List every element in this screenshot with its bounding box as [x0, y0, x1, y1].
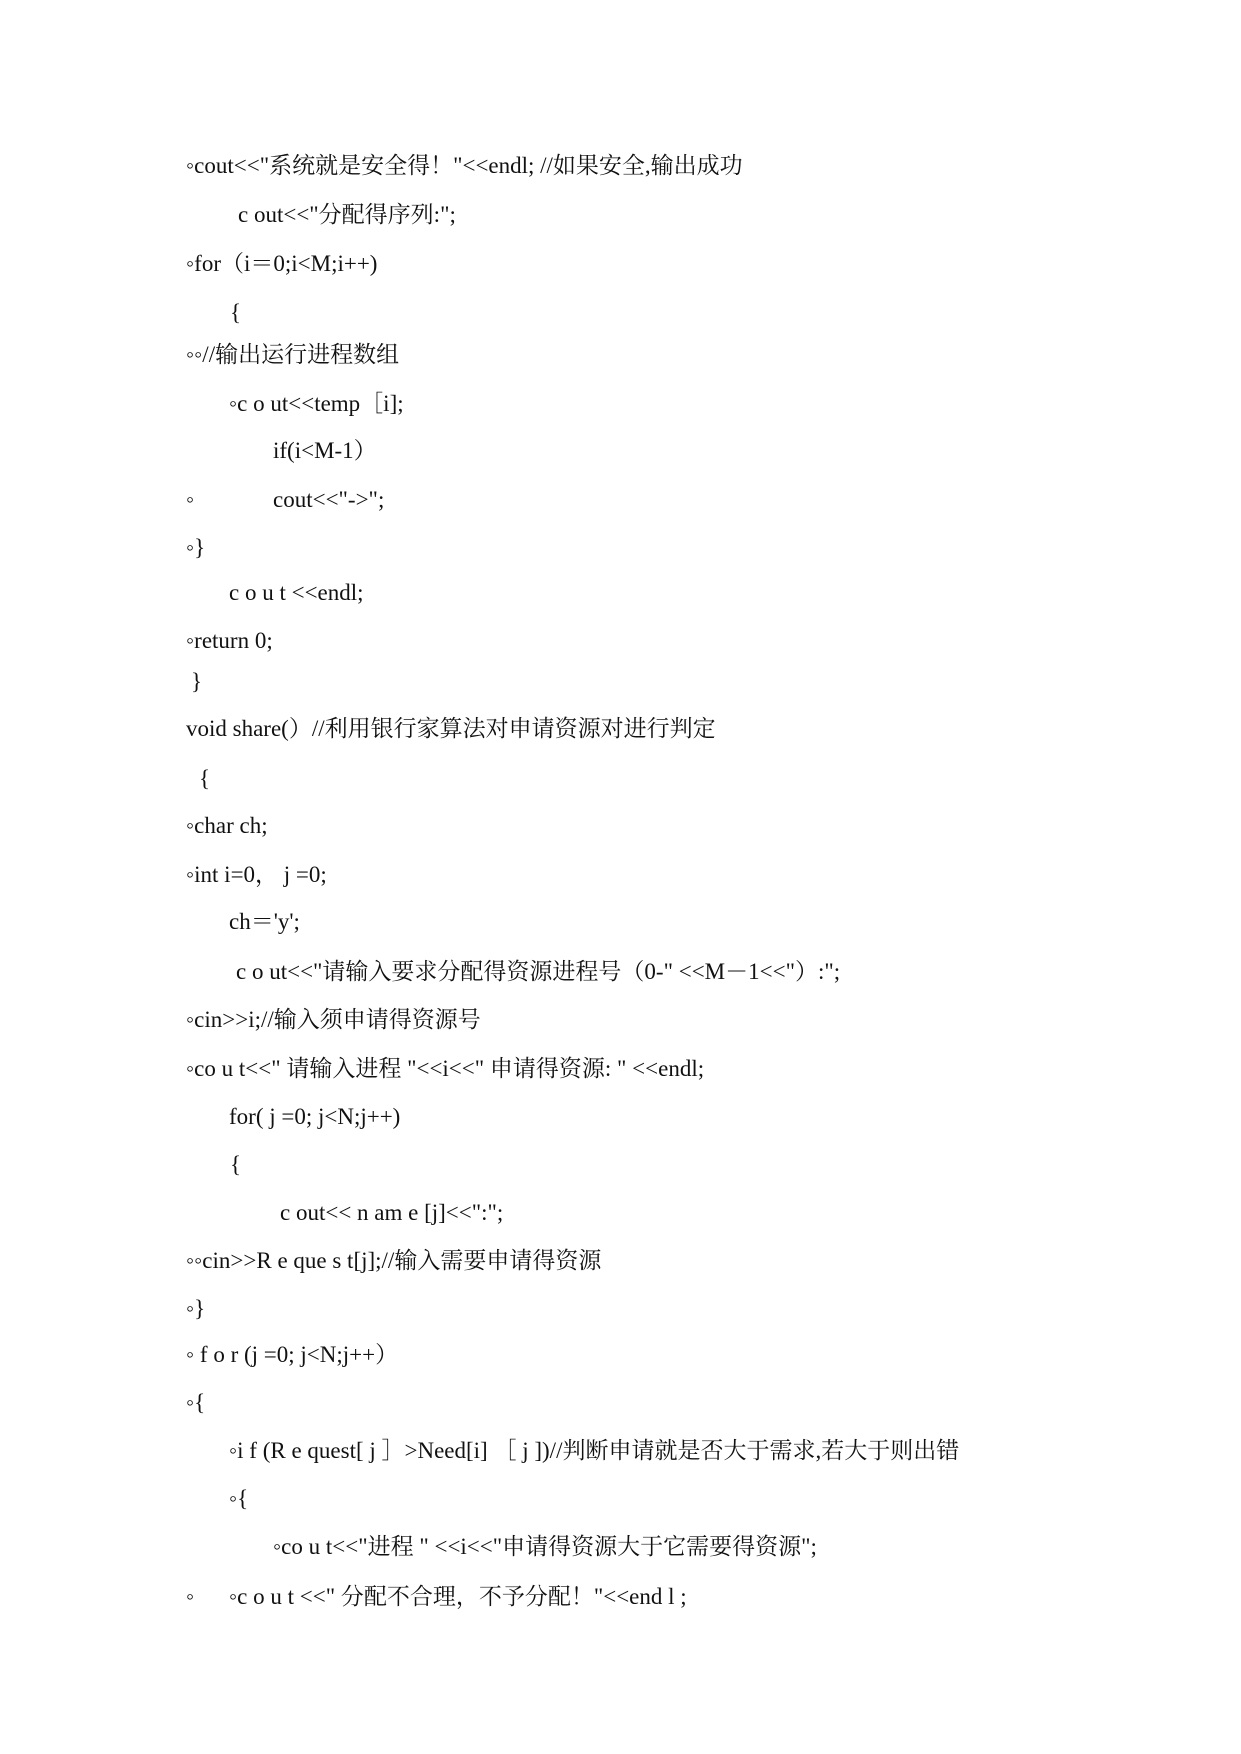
code-line-19: ◦cin>>i;//输入须申请得资源号 [186, 1007, 481, 1032]
code-line-6: ◦c o ut<<temp［i]; [229, 391, 404, 416]
code-line-3: ◦for（i＝0;i<M;i++) [186, 251, 378, 276]
code-line-30: ◦co u t<<"进程 " <<i<<"申请得资源大于它需要得资源"; [273, 1534, 817, 1559]
code-line-18: c o ut<<"请输入要求分配得资源进程号（0-" <<M－1<<"）:"; [236, 959, 841, 984]
code-line-26: ◦ f o r (j =0; j<N;j++） [186, 1342, 399, 1367]
code-line-2: c out<<"分配得序列:"; [238, 202, 456, 227]
code-line-10: c o u t <<endl; [229, 580, 364, 605]
code-line-31a: ◦ [186, 1584, 195, 1609]
code-line-16: ◦int i=0， j =0; [186, 862, 327, 887]
code-line-23: c out<< n am e [j]<<":"; [280, 1200, 504, 1225]
code-line-15: ◦char ch; [186, 813, 268, 838]
code-line-21: for( j =0; j<N;j++) [229, 1104, 401, 1129]
code-line-22: { [230, 1152, 242, 1177]
code-line-7: if(i<M-1） [273, 438, 377, 463]
code-line-29: ◦{ [229, 1486, 249, 1511]
code-line-24: ◦◦cin>>R e que s t[j];//输入需要申请得资源 [186, 1248, 602, 1273]
code-line-14: { [199, 766, 211, 791]
code-line-5: ◦◦//输出运行进程数组 [186, 342, 400, 367]
code-line-9: ◦} [186, 535, 206, 560]
code-line-20: ◦co u t<<" 请输入进程 "<<i<<" 申请得资源: " <<endl; [186, 1056, 705, 1081]
code-line-8b: cout<<"->"; [273, 487, 385, 512]
code-line-25: ◦} [186, 1296, 206, 1321]
code-line-11: ◦return 0; [186, 628, 273, 653]
code-line-1: ◦cout<<"系统就是安全得！"<<endl; //如果安全,输出成功 [186, 153, 743, 178]
code-line-4: { [230, 300, 242, 325]
code-line-12: } [191, 669, 203, 694]
code-line-28: ◦i f (R e quest[ j ］>Need[i] ［ j ])//判断申请就是否大于需求,若大于则出错 [229, 1438, 960, 1463]
code-line-31b: ◦c o u t <<" 分配不合理，不予分配！"<<end l ; [229, 1584, 687, 1609]
code-line-13: void share(）//利用银行家算法对申请资源对进行判定 [186, 716, 716, 741]
code-line-27: ◦{ [186, 1390, 206, 1415]
code-line-8a: ◦ [186, 487, 195, 512]
code-line-17: ch＝'y'; [229, 909, 300, 934]
